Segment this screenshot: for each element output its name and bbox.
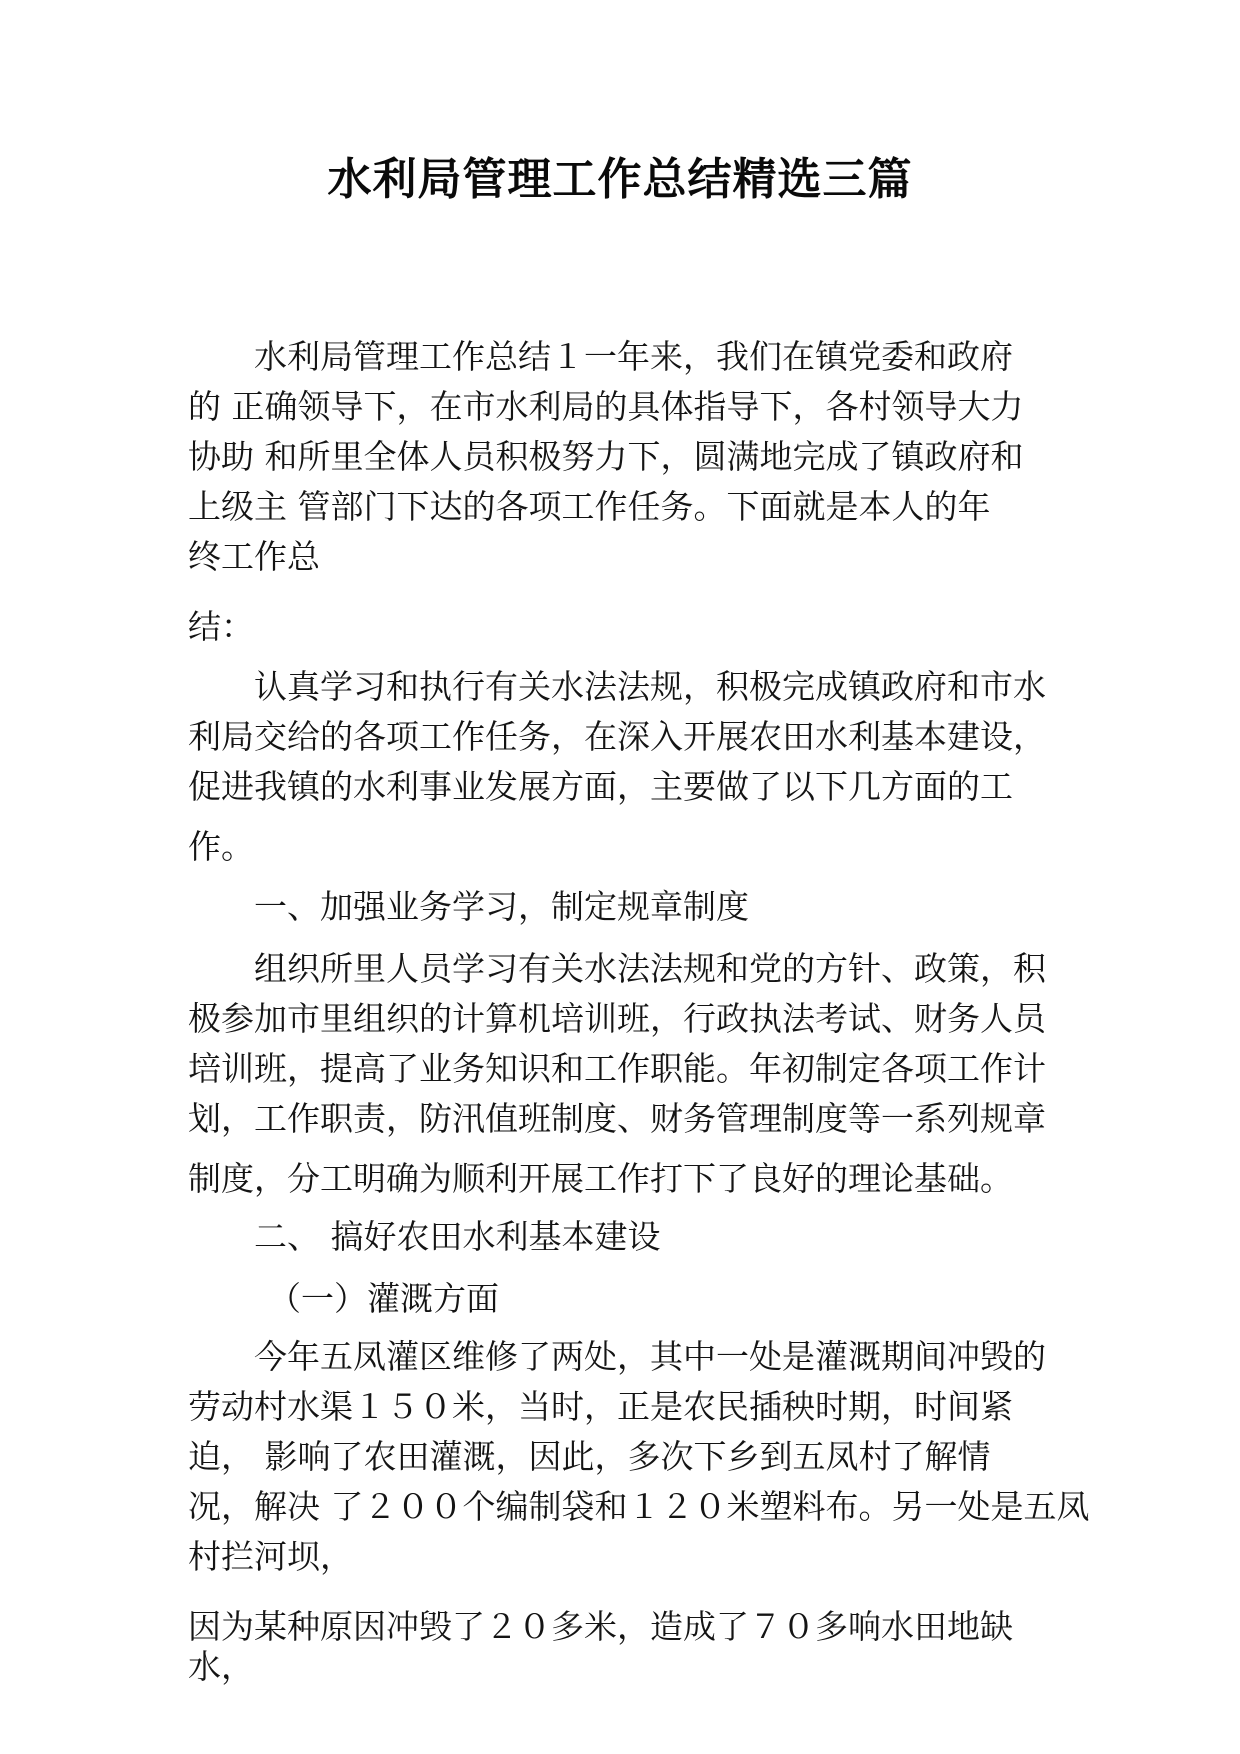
paragraph-line: 结：: [188, 607, 254, 646]
paragraph-line: 组织所里人员学习有关水法法规和党的方针、政策，积: [254, 949, 1046, 988]
paragraph-line: 水利局管理工作总结１一年来，我们在镇党委和政府: [254, 337, 1013, 376]
paragraph-line: 村拦河坝，: [188, 1537, 353, 1576]
paragraph-line: 认真学习和执行有关水法法规，积极完成镇政府和市水: [254, 667, 1046, 706]
section-heading: 一、加强业务学习，制定规章制度: [254, 887, 749, 926]
paragraph-line: 协助 和所里全体人员积极努力下，圆满地完成了镇政府和: [188, 437, 1024, 476]
paragraph-line: 迫， 影响了农田灌溉，因此，多次下乡到五凤村了解情: [188, 1437, 991, 1476]
paragraph-line: 作。: [188, 827, 254, 866]
paragraph-line: 上级主 管部门下达的各项工作任务。下面就是本人的年: [188, 487, 991, 526]
paragraph-line: 况，解决 了２００个编制袋和１２０米塑料布。另一处是五凤: [188, 1487, 1090, 1526]
paragraph-line: 今年五凤灌区维修了两处，其中一处是灌溉期间冲毁的: [254, 1337, 1046, 1376]
paragraph-line: 利局交给的各项工作任务，在深入开展农田水利基本建设，: [188, 717, 1046, 756]
paragraph-line: 劳动村水渠１５０米，当时，正是农民插秧时期，时间紧: [188, 1387, 1013, 1426]
paragraph-line: 水，: [188, 1647, 254, 1686]
paragraph-line: 因为某种原因冲毁了２０多米，造成了７０多响水田地缺: [188, 1607, 1013, 1646]
paragraph-line: 促进我镇的水利事业发展方面，主要做了以下几方面的工: [188, 767, 1013, 806]
paragraph-line: 极参加市里组织的计算机培训班，行政执法考试、财务人员: [188, 999, 1046, 1038]
paragraph-line: 划，工作职责，防汛值班制度、财务管理制度等一系列规章: [188, 1099, 1046, 1138]
section-heading: 二、 搞好农田水利基本建设: [254, 1217, 661, 1256]
subsection-heading: （一）灌溉方面: [268, 1279, 499, 1318]
paragraph-line: 的 正确领导下，在市水利局的具体指导下，各村领导大力: [188, 387, 1024, 426]
paragraph-line: 终工作总: [188, 537, 320, 576]
paragraph-line: 培训班，提高了业务知识和工作职能。年初制定各项工作计: [188, 1049, 1046, 1088]
paragraph-line: 制度，分工明确为顺利开展工作打下了良好的理论基础。: [188, 1159, 1013, 1198]
document-title: 水利局管理工作总结精选三篇: [327, 154, 913, 205]
